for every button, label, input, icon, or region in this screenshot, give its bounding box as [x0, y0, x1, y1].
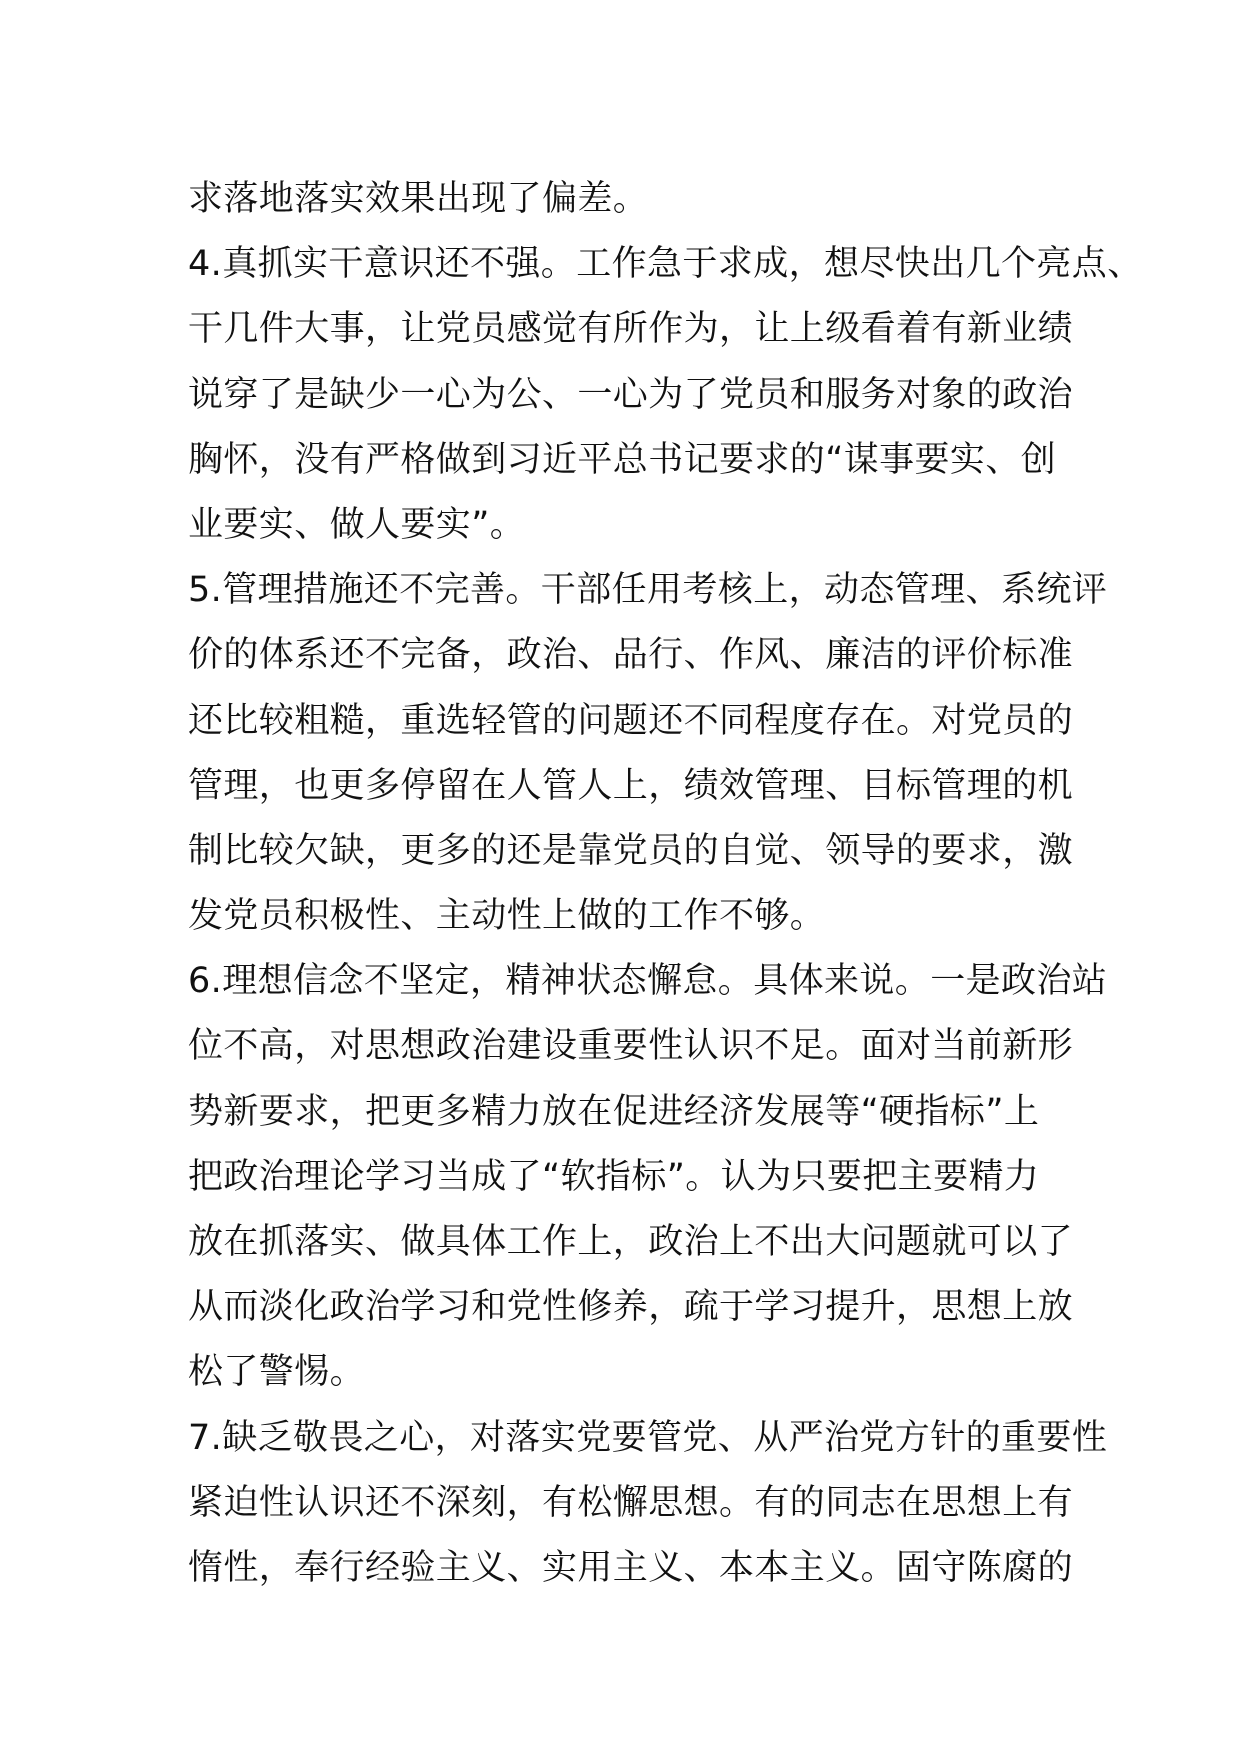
- text-line: 4.真抓实干意识还不强。工作急于求成，想尽快出几个亮点、: [188, 244, 1143, 285]
- text-line: 发党员积极性、主动性上做的工作不够。: [188, 896, 826, 937]
- text-line: 惰性，奉行经验主义、实用主义、本本主义。固守陈腐的: [188, 1547, 1074, 1588]
- text-line: 管理，也更多停留在人管人上，绩效管理、目标管理的机: [188, 765, 1074, 806]
- text-line: 紧迫性认识还不深刻，有松懈思想。有的同志在思想上有: [188, 1482, 1074, 1523]
- text-line: 说穿了是缺少一心为公、一心为了党员和服务对象的政治: [188, 374, 1074, 415]
- text-line: 7.缺乏敬畏之心，对落实党要管党、从严治党方针的重要性: [188, 1417, 1108, 1458]
- text-line: 价的体系还不完备，政治、品行、作风、廉洁的评价标准: [188, 635, 1074, 676]
- text-line: 还比较粗糙，重选轻管的问题还不同程度存在。对党员的: [188, 700, 1074, 741]
- text-line: 业要实、做人要实”。: [188, 504, 526, 545]
- document-body: [188, 167, 1143, 1601]
- text-line: 把政治理论学习当成了“软指标”。认为只要把主要精力: [188, 1156, 1040, 1197]
- text-line: 放在抓落实、做具体工作上，政治上不出大问题就可以了: [188, 1222, 1074, 1262]
- text-line: 势新要求，把更多精力放在促进经济发展等“硬指标”上: [188, 1091, 1040, 1132]
- text-line: 制比较欠缺，更多的还是靠党员的自觉、领导的要求，激: [188, 830, 1074, 871]
- text-line: 胸怀，没有严格做到习近平总书记要求的“谋事要实、创: [188, 439, 1057, 480]
- text-line: 位不高，对思想政治建设重要性认识不足。面对当前新形: [188, 1026, 1074, 1067]
- text-line: 5.管理措施还不完善。干部任用考核上，动态管理、系统评: [188, 570, 1108, 611]
- text-line: 干几件大事，让党员感觉有所作为，让上级看着有新业绩: [188, 309, 1074, 350]
- text-line: 求落地落实效果出现了偏差。: [188, 179, 649, 219]
- text-line: 松了警惕。: [188, 1352, 366, 1393]
- text-line: 从而淡化政治学习和党性修养，疏于学习提升，思想上放: [188, 1287, 1074, 1328]
- text-line: 6.理想信念不坚定，精神状态懈怠。具体来说。一是政治站: [188, 961, 1108, 1002]
